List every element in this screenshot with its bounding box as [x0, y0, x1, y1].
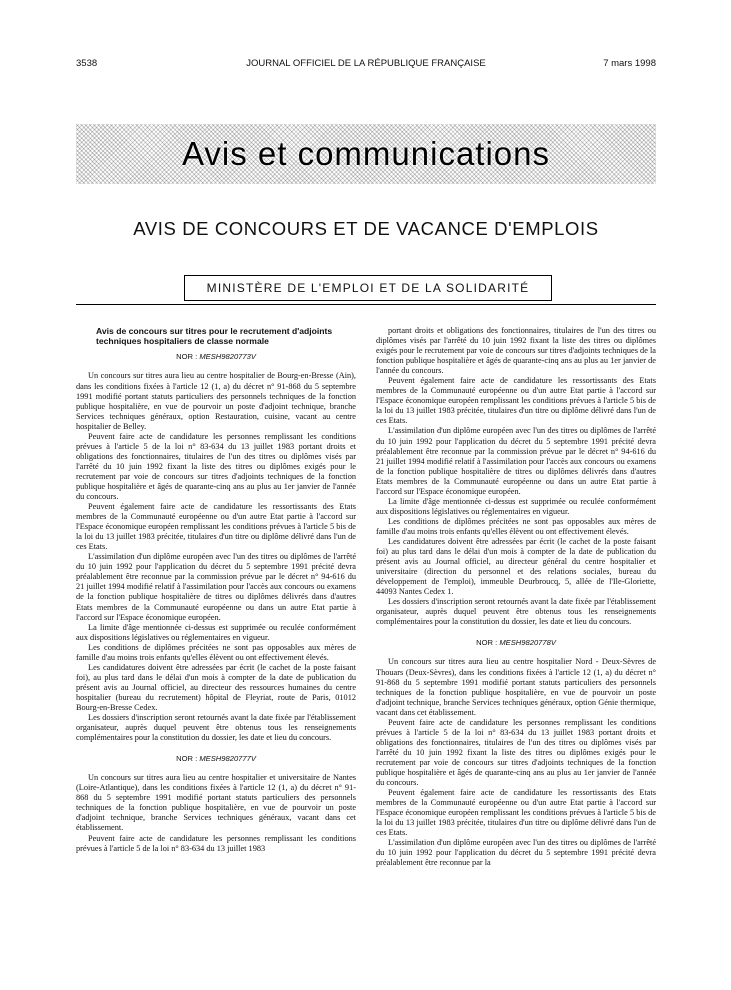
paragraph: Peuvent également faire acte de candidature les ressortissants des Etats membres de la Communauté européenne ou d'un autre Etat partie à l'accord sur l'Espace économique européen remplissant les conditions prévues à l'article 5 bis de la loi du 13 juillet 1983 précitée, titulaires d'un titre ou diplôme délivré dans l'un de ces Etats.	[376, 376, 656, 426]
paragraph: Peuvent faire acte de candidature les personnes remplissant les conditions prévues à l'article 5 de la loi n° 83-634 du 13 juillet 1983 portant droits et obligations des fonctionnaires, titulaires de l'un des titres ou diplômes visés par l'arrêté du 10 juin 1992 fixant la liste des titres ou diplômes exigés pour le recrutement par voie de concours sur titres d'adjoints techniques de la fonction publique hospitalière et âgés de quarante-cinq ans au plus au 1er janvier de l'année du concours.	[376, 717, 656, 788]
paragraph: L'assimilation d'un diplôme européen avec l'un des titres ou diplômes de l'arrêté du 10 juin 1992 pour l'application du décret du 5 septembre 1991 précité devra préalablement être reconnue par la commission prévue par le décret n° 94-616 du 21 juillet 1994 modifié relatif à l'assimilation pour l'accès aux concours ou examens de la fonction publique hospitalière de titres ou diplômes délivrés dans d'autres Etats membres de la Communauté européenne ou dans un autre Etat partie à l'accord sur l'Espace économique européen.	[76, 552, 356, 622]
nor-label: NOR :	[476, 638, 498, 648]
paragraph: L'assimilation d'un diplôme européen avec l'un des titres ou diplômes de l'arrêté du 10 juin 1992 pour l'application du décret du 5 septembre 1991 précité devra préalablement être reconnue par la commission prévue par le décret n° 94-616 du 21 juillet 1994 modifié relatif à l'assimilation pour l'accès aux concours ou examens de la fonction publique hospitalière de titres ou diplômes délivrés dans d'autres Etats membres de la Communauté européenne ou dans un autre Etat partie à l'accord sur l'Espace économique européen.	[376, 426, 656, 496]
ministry-divider	[76, 304, 656, 305]
banner-title: Avis et communications	[181, 135, 551, 172]
ministry-name: MINISTÈRE DE L'EMPLOI ET DE LA SOLIDARITÉ	[206, 281, 530, 295]
paragraph: Un concours sur titres aura lieu au centre hospitalier Nord - Deux-Sèvres de Thouars (Deux-Sèvres), dans les conditions fixées à l'article 12 (1, a) du décret n° 91-868 du 5 septembre 1991 modifié portant statuts particuliers des personnels techniques de la fonction publique hospitalière, en vue de pourvoir un poste d'adjoint technique, branche Services techniques généraux, option Génie thermique, vacant dans cet établissement.	[376, 657, 656, 717]
paragraph: Les conditions de diplômes précitées ne sont pas opposables aux mères de famille d'au moins trois enfants qu'elles élèvent ou ont effectivement élevés.	[76, 642, 356, 662]
paragraph: Peuvent faire acte de candidature les personnes remplissant les conditions prévues à l'article 5 de la loi n° 83-634 du 13 juillet 1983 portant droits et obligations des fonctionnaires, titulaires de l'un des titres ou diplômes visés par l'arrêté du 10 juin 1992 fixant la liste des titres ou diplômes exigés pour le recrutement par voie de concours sur titres d'adjoints techniques de la fonction publique hospitalière et âgés de quarante-cinq ans au plus au 1er janvier de l'année du concours.	[76, 431, 356, 502]
paragraph: Les conditions de diplômes précitées ne sont pas opposables aux mères de famille d'au moins trois enfants qu'elles élèvent ou ont effectivement élevés.	[376, 516, 656, 536]
notice-body	[376, 657, 656, 868]
paragraph: Un concours sur titres aura lieu au centre hospitalier et universitaire de Nantes (Loire-Atlantique), dans les conditions fixées à l'article 12 (1, a) du décret n° 91-868 du 5 septembre 1991 modifié portant statuts particuliers des personnels techniques de la fonction publique hospitalière, en vue de pourvoir un poste d'adjoint technique, branche Services techniques généraux, vacant dans cet établissement.	[76, 773, 356, 833]
section-title: AVIS DE CONCOURS ET DE VACANCE D'EMPLOIS	[133, 218, 599, 239]
nor-code: MESH9820778V	[499, 638, 556, 648]
paragraph: Un concours sur titres aura lieu au centre hospitalier de Bourg-en-Bresse (Ain), dans les conditions fixées à l'article 12 (1, a) du décret n° 91-868 du 5 septembre 1991 modifié portant statuts particuliers des personnels techniques de la fonction publique hospitalière, en vue de pourvoir un poste d'adjoint technique, branche Services techniques généraux, option Restauration, cuisine, vacant au centre hospitalier de Belley.	[76, 371, 356, 431]
paragraph: Peuvent également faire acte de candidature les ressortissants des Etats membres de la Communauté européenne ou d'un autre Etat partie à l'accord sur l'Espace économique européen remplissant les conditions prévues à l'article 5 bis de la loi du 13 juillet 1983 précitée, titulaires d'un titre ou diplôme délivré dans l'un de ces Etats.	[376, 788, 656, 838]
nor-code: MESH9820773V	[199, 352, 256, 362]
nor-reference	[76, 754, 356, 764]
notice-body	[76, 773, 356, 853]
paragraph: Peuvent faire acte de candidature les personnes remplissant les conditions prévues à l'article 5 de la loi n° 83-634 du 13 juillet 1983	[76, 833, 356, 853]
section-banner	[76, 124, 656, 184]
ministry-box	[184, 275, 552, 301]
nor-code: MESH9820777V	[199, 754, 256, 764]
paragraph: La limite d'âge mentionnée ci-dessus est supprimée ou reculée conformément aux dispositions législatives ou réglementaires en vigueur.	[76, 622, 356, 642]
nor-label: NOR :	[176, 352, 198, 362]
journal-title: JOURNAL OFFICIEL DE LA RÉPUBLIQUE FRANÇAISE	[246, 58, 486, 69]
right-column	[376, 326, 656, 868]
paragraph: Les candidatures doivent être adressées par écrit (le cachet de la poste faisant foi) au plus tard dans le délai d'un mois à compter de la date de publication du présent avis au Journal officiel, au directeur général du centre hospitalier et universitaire (direction du personnel et des relations sociales, bureau du développement de l'emploi), immeuble Deurbroucq, 5, allée de l'Ile-Gloriette, 44093 Nantes Cedex 1.	[376, 536, 656, 597]
page-header	[76, 58, 656, 72]
notice-title: Avis de concours sur titres pour le recrutement d'adjoints techniques hospitaliers de classe normale	[96, 326, 333, 347]
page-number: 3538	[76, 58, 98, 69]
paragraph: portant droits et obligations des fonctionnaires, titulaires de l'un des titres ou diplômes visés par l'arrêté du 10 juin 1992 fixant la liste des titres ou diplômes exigés pour le recrutement par voie de concours sur titres d'adjoints techniques de la fonction publique hospitalière et âgés de quarante-cinq ans au plus au 1er janvier de l'année du concours.	[376, 326, 656, 376]
nor-reference	[76, 352, 356, 362]
paragraph: Les dossiers d'inscription seront retournés avant la date fixée par l'établissement organisateur, auprès duquel peuvent être obtenus tous les renseignements complémentaires pour la constitution du dossier, les date et lieu du concours.	[376, 597, 656, 627]
paragraph: La limite d'âge mentionnée ci-dessus est supprimée ou reculée conformément aux dispositions législatives ou réglementaires en vigueur.	[376, 496, 656, 516]
notice-body	[76, 371, 356, 743]
paragraph: L'assimilation d'un diplôme européen avec l'un des titres ou diplômes de l'arrêté du 10 juin 1992 pour l'application du décret du 5 septembre 1991 précité devra préalablement être reconnue par la	[376, 838, 656, 868]
paragraph: Les candidatures doivent être adressées par écrit (le cachet de la poste faisant foi), au plus tard dans le délai d'un mois à compter de la date de publication du présent avis au Journal officiel, au directeur des ressources humaines du centre hospitalier (bureau du recrutement) hôpital de Fleyriat, route de Paris, 01012 Bourg-en-Bresse Cedex.	[76, 662, 356, 712]
nor-label: NOR :	[176, 754, 198, 764]
notice-body	[376, 326, 656, 627]
paragraph: Les dossiers d'inscription seront retournés avant la date fixée par l'établissement organisateur, auprès duquel peuvent être obtenus tous les renseignements complémentaires pour la constitution du dossier, les date et lieu du concours.	[76, 713, 356, 743]
nor-reference	[376, 638, 656, 648]
paragraph: Peuvent également faire acte de candidature les ressortissants des Etats membres de la Communauté européenne ou d'un autre Etat partie à l'accord sur l'Espace économique européen remplissant les conditions prévues à l'article 5 bis de la loi du 13 juillet 1983 précitée, titulaires d'un titre ou diplôme délivré dans l'un de ces Etats.	[76, 502, 356, 552]
left-column	[76, 326, 356, 854]
publication-date: 7 mars 1998	[603, 58, 656, 69]
